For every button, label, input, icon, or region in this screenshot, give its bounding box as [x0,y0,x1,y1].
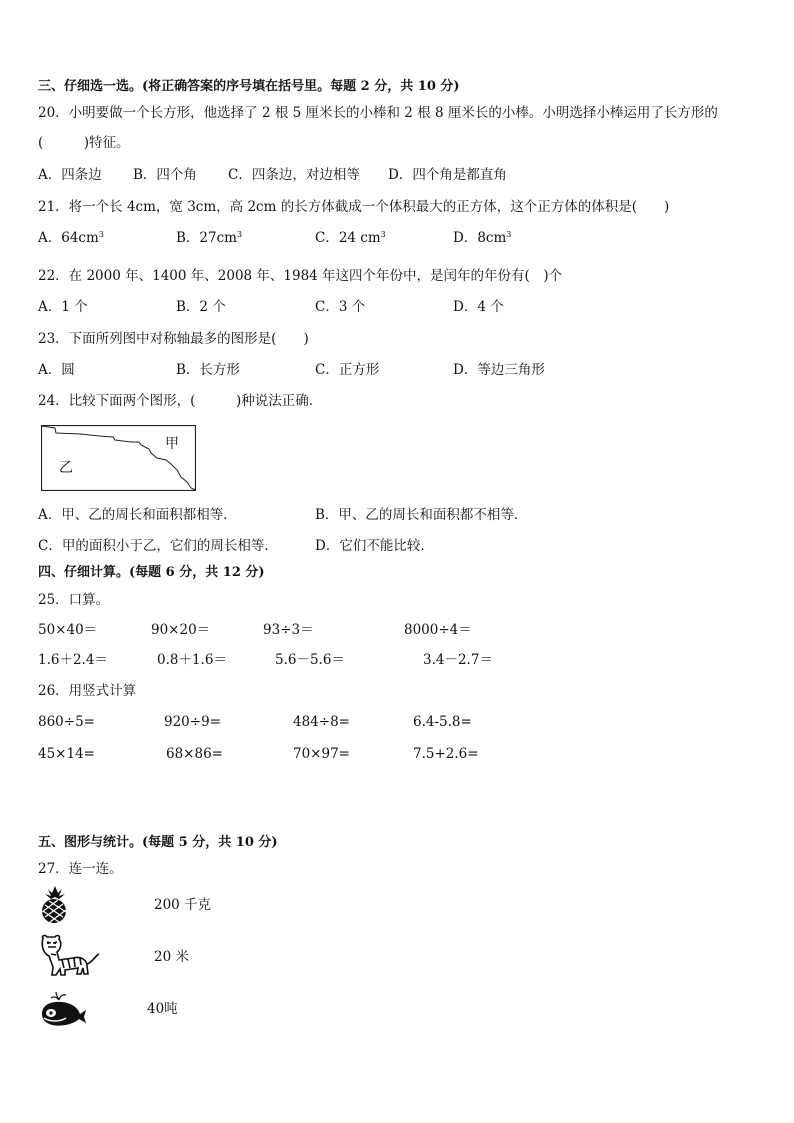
q26-item: 7.5+2.6= [413,746,479,762]
q24-option-c: C．甲的面积小于乙，它们的周长相等． [38,538,278,554]
q23-option-c: C．正方形 [315,362,380,378]
q27-item-length: 20 米 [154,949,189,965]
q23-stem: 23．下面所列图中对称轴最多的图形是( ) [38,331,309,347]
q21-option-c: C．24 $cm^3$ [315,230,386,246]
q25-item: 8000÷4＝ [404,622,472,638]
q24-label-jia: 甲 [165,436,179,452]
q23-option-b: B．长方形 [176,362,240,378]
q23-option-d: D．等边三角形 [453,362,545,378]
q21-option-d: D．$8cm^3$ [453,230,512,246]
q25-item: 50×40＝ [38,622,98,638]
q22-option-c: C．3 个 [315,299,366,315]
q25-item: 0.8＋1.6＝ [157,652,227,668]
section3-title: 三、仔细选一选。(将正确答案的序号填在括号里。每题 2 分，共 10 分) [38,79,460,94]
q25-item: 5.6－5.6＝ [275,652,345,668]
q20-stem-line1: 20．小明要做一个长方形，他选择了 2 根 5 厘米长的小棒和 2 根 8 厘米长的小棒。小明选择小棒运用了长方形的 [38,105,718,121]
q25-item: 90×20＝ [151,622,211,638]
q22-option-a: A．1 个 [38,299,88,315]
q25-item: 3.4－2.7＝ [423,652,493,668]
pineapple-icon [37,884,73,928]
q21-option-a: A．$64cm^3$ [38,230,104,246]
q25-stem: 25．口算。 [38,592,110,608]
q20-stem-line2: ( )特征。 [38,135,130,151]
q25-item: 93÷3＝ [263,622,314,638]
section4-title: 四、仔细计算。(每题 6 分，共 12 分) [38,565,265,580]
q20-option-c: C．四条边，对边相等 [228,167,360,183]
q20-option-d: D．四个角是都直角 [388,167,507,183]
q27-item-weight: 200 千克 [154,897,212,913]
q26-item: 45×14= [38,746,95,762]
q22-option-b: B．2 个 [176,299,226,315]
q26-item: 860÷5= [38,714,95,730]
q27-item-mass: 40吨 [147,1001,178,1017]
q20-option-b: B．四个角 [133,167,197,183]
q26-item: 484÷8= [293,714,350,730]
q24-label-yi: 乙 [59,460,73,476]
q26-item: 6.4-5.8= [413,714,472,730]
whale-icon [38,990,88,1032]
q22-stem: 22．在 2000 年、1400 年、2008 年、1984 年这四个年份中，是闰年的年份有( )个 [38,268,563,284]
q24-option-d: D．它们不能比较． [315,538,434,554]
q25-item: 1.6＋2.4＝ [38,652,108,668]
q21-stem: 21．将一个长 4cm，宽 3cm，高 2cm 的长方体截成一个体积最大的正方体，这个正方体的体积是( ) [38,199,670,215]
tiger-icon [37,934,101,982]
q22-option-d: D．4 个 [453,299,504,315]
q26-item: 920÷9= [164,714,221,730]
q26-item: 68×86= [166,746,223,762]
section5-title: 五、图形与统计。(每题 5 分，共 10 分) [38,835,278,850]
q24-figure [41,425,196,491]
q27-stem: 27．连一连。 [38,861,123,877]
q24-option-a: A．甲、乙的周长和面积都相等． [38,507,237,523]
q21-option-b: B．$27cm^3$ [176,230,243,246]
q20-option-a: A．四条边 [38,167,102,183]
q26-stem: 26．用竖式计算 [38,683,137,699]
q24-option-b: B．甲、乙的周长和面积都不相等． [315,507,528,523]
q26-item: 70×97= [293,746,350,762]
q24-stem: 24．比较下面两个图形，( )种说法正确． [38,393,323,409]
q23-option-a: A．圆 [38,362,75,378]
